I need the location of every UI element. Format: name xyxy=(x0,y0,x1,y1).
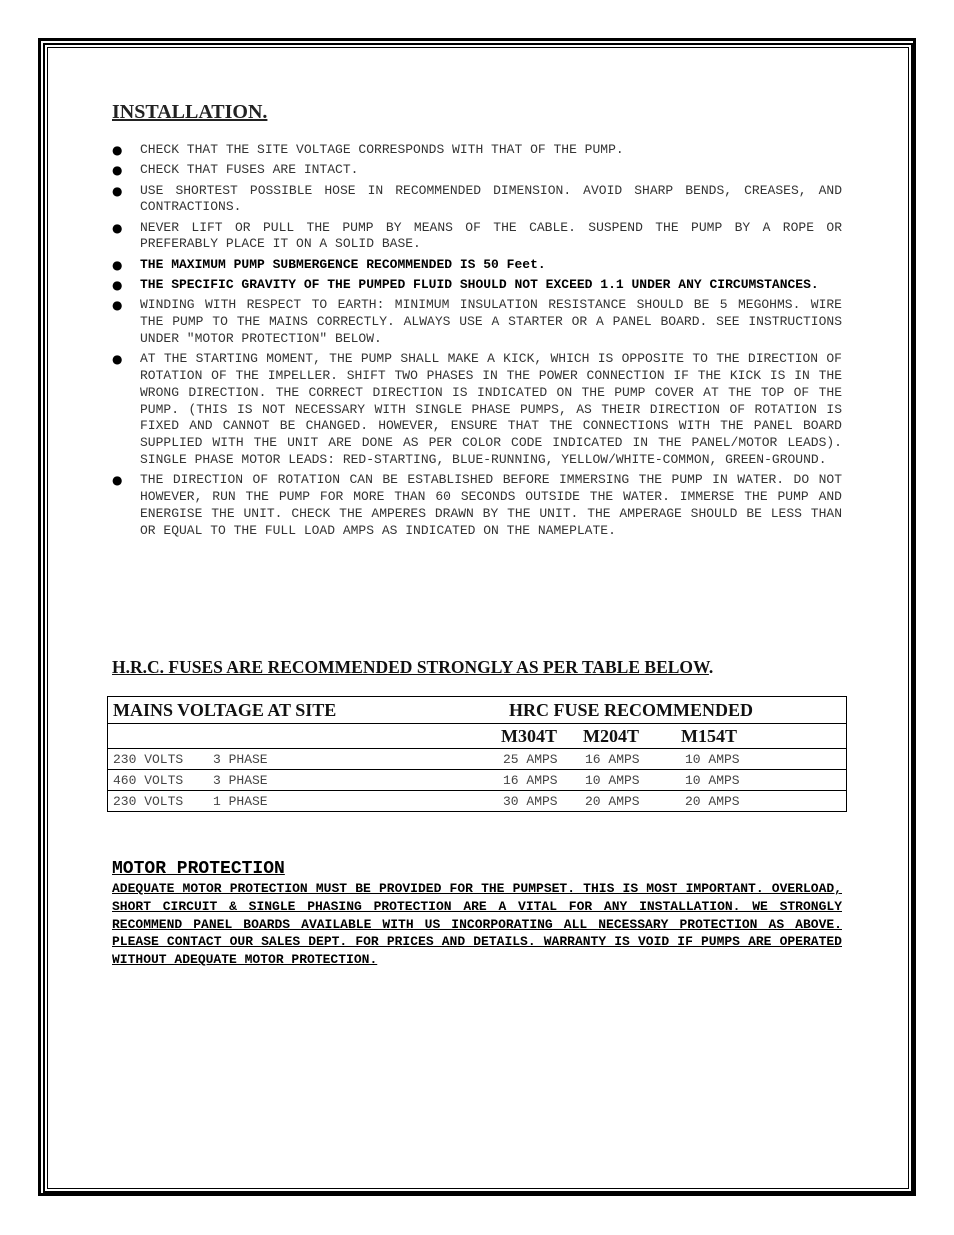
installation-section xyxy=(112,100,842,543)
bullet-icon: ● xyxy=(112,257,123,272)
table-cell: 230 VOLTS 3 PHASE 25 AMPS 16 AMPS 10 AMPS xyxy=(108,749,847,770)
motor-protection-heading: MOTOR PROTECTION xyxy=(112,859,285,879)
table-model-row xyxy=(108,724,847,749)
list-item: ● THE SPECIFIC GRAVITY OF THE PUMPED FLUID SHOULD NOT EXCEED 1.1 UNDER ANY CIRCUMSTANCES. xyxy=(112,277,819,293)
list-item: ● USE SHORTEST POSSIBLE HOSE IN RECOMMENDED DIMENSION. AVOID SHARP BENDS, CREASES, AND CONTRACTIONS. xyxy=(112,182,842,215)
list-item: ● WINDING WITH RESPECT TO EARTH: MINIMUM INSULATION RESISTANCE SHOULD BE 5 MEGOHMS. WIRE THE PUMP TO THE MAINS CORRECTLY. ALWAYS USE A STARTER OR A PANEL BOARD. SEE INSTRUCTIONS UNDER "MOTOR PROTECTION" BELOW. xyxy=(112,297,842,346)
installation-heading: INSTALLATION. xyxy=(112,101,268,123)
list-item: ● THE MAXIMUM PUMP SUBMERGENCE RECOMMENDED IS 50 Feet. xyxy=(112,256,546,272)
table-row xyxy=(108,749,847,770)
table-header-cell: MAINS VOLTAGE AT SITE HRC FUSE RECOMMENDED xyxy=(108,697,847,724)
bullet-icon: ● xyxy=(112,352,123,367)
motor-protection-text: ADEQUATE MOTOR PROTECTION MUST BE PROVIDED FOR THE PUMPSET. THIS IS MOST IMPORTANT. OVERLOAD, SHORT CIRCUIT & SINGLE PHASING PROTECTION ARE A VITAL FOR ANY INSTALLATION. WE STRONGLY RECOMMEND PANEL BOARDS AVAILABLE WITH US INCORPORATING ALL NECESSARY PROTECTION AS ABOVE. PLEASE CONTACT OUR SALES DEPT. FOR PRICES AND DETAILS. WARRANTY IS VOID IF PUMPS ARE OPERATED WITHOUT ADEQUATE MOTOR PROTECTION. xyxy=(112,881,842,968)
fuse-table xyxy=(107,696,847,812)
bullet-icon: ● xyxy=(112,298,123,313)
motor-protection-section xyxy=(112,858,842,969)
installation-list xyxy=(112,142,842,540)
table-header-row xyxy=(108,697,847,724)
list-item: ● THE DIRECTION OF ROTATION CAN BE ESTABLISHED BEFORE IMMERSING THE PUMP IN WATER. DO NOT HOWEVER, RUN THE PUMP FOR MORE THAN 60 SECONDS OUTSIDE THE WATER. IMMERSE THE PUMP AND ENERGISE THE UNIT. CHECK THE AMPERES DRAWN BY THE UNIT. THE AMPERAGE SHOULD BE LESS THAN OR EQUAL TO THE FULL LOAD AMPS AS INDICATED ON THE NAMEPLATE. xyxy=(112,472,842,538)
list-item: ● CHECK THAT THE SITE VOLTAGE CORRESPONDS WITH THAT OF THE PUMP. xyxy=(112,142,624,157)
bullet-icon: ● xyxy=(112,183,123,198)
table-cell: 460 VOLTS 3 PHASE 16 AMPS 10 AMPS 10 AMPS xyxy=(108,770,847,791)
list-item: ● AT THE STARTING MOMENT, THE PUMP SHALL MAKE A KICK, WHICH IS OPPOSITE TO THE DIRECTION OF ROTATION OF THE IMPELLER. SHIFT TWO PHASES IN THE POWER CONNECTION IF THE KICK IS IN THE WRONG DIRECTION. THE CORRECT DIRECTION IS INDICATED ON THE PUMP COVER AT THE TOP OF THE PUMP. (THIS IS NOT NECESSARY WITH SINGLE PHASE PUMPS, AS THEIR DIRECTION OF ROTATION IS FIXED AND CANNOT BE CHANGED. HOWEVER, ENSURE THAT THE CONNECTIONS WITH THE PANEL BOARD SUPPLIED WITH THE UNIT ARE DONE AS PER COLOR CODE INDICATED IN THE PANEL/MOTOR LEADS). SINGLE PHASE MOTOR LEADS: RED-STARTING, BLUE-RUNNING, YELLOW/WHITE-COMMON, GREEN-GROUND. xyxy=(112,351,842,468)
bullet-icon: ● xyxy=(112,473,123,488)
bullet-icon: ● xyxy=(112,143,123,157)
table-row xyxy=(108,791,847,812)
table-row xyxy=(108,770,847,791)
table-header-cell: M304T M204T M154T xyxy=(108,724,847,749)
list-item: ● NEVER LIFT OR PULL THE PUMP BY MEANS OF THE CABLE. SUSPEND THE PUMP BY A ROPE OR PREFERABLY PLACE IT ON A SOLID BASE. xyxy=(112,219,842,252)
table-cell: 230 VOLTS 1 PHASE 30 AMPS 20 AMPS 20 AMPS xyxy=(108,791,847,812)
bullet-icon: ● xyxy=(112,163,123,178)
bullet-icon: ● xyxy=(112,278,123,293)
bullet-icon: ● xyxy=(112,220,123,235)
list-item: ● CHECK THAT FUSES ARE INTACT. xyxy=(112,162,359,178)
fuses-heading: H.R.C. FUSES ARE RECOMMENDED STRONGLY AS PER TABLE BELOW. xyxy=(112,657,714,677)
